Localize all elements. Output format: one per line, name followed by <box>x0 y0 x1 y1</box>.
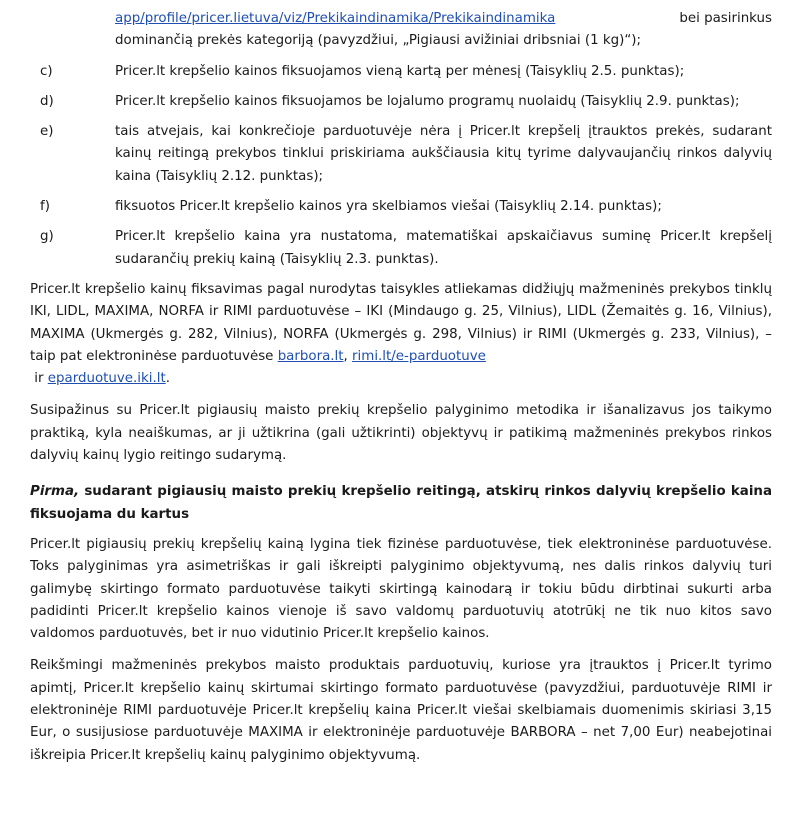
list-text: fiksuotos Pricer.lt krepšelio kainos yra skelbiamos viešai (Taisyklių 2.14. punktas); <box>115 199 662 215</box>
pricer-dynamics-link[interactable]: app/profile/pricer.lietuva/viz/Prekikaindinamika/Prekikaindinamika <box>115 11 556 26</box>
list-label: d) <box>40 93 54 109</box>
list-item-d <box>30 91 772 113</box>
list-text: tais atvejais, kai konkrečioje parduotuvėje nėra į Pricer.lt krepšelį įtrauktos prekės, sudarant kainų reitingą prekybos tinklui priskiriama aukščiausia kitų tyrime dalyvaujančių rinkos dalyvių kaina (Taisyklių 2.12. punktas); <box>115 124 772 184</box>
list-label: f) <box>40 199 50 215</box>
paragraph-fixation-text: Pricer.lt krepšelio kainų fiksavimas pagal nurodytas taisykles atliekamas didžiųjų mažmeninės prekybos tinklų IKI, LIDL, MAXIMA, NORFA ir RIMI parduotuvėse – IKI (Mindaugo g. 25, Vilnius), LIDL (Žemaitės g. 16, Vilnius), MAXIMA (Ukmergės g. 282, Vilnius), NORFA (Ukmergės g. 298, Vilnius) ir RIMI (Ukmergės g. 233, Vilnius), – taip pat elektroninėse parduotuvėse <box>30 281 772 364</box>
list-text: Pricer.lt krepšelio kainos fiksuojamos vieną kartą per mėnesį (Taisyklių 2.5. punktas); <box>115 63 685 79</box>
paragraph-price-differences: Reikšmingi mažmeninės prekybos maisto produktais parduotuvių, kuriose yra įtrauktos į Pricer.lt tyrimo apimtį, Pricer.lt krepšelio kainų skirtumai skirtingo formato parduotuvėse (pavyzdžiui, parduotuvėje RIMI ir elektroninėje RIMI parduotuvėje Pricer.lt krepšelių kaina Pricer.lt viešai skelbiamais duomenimis skiriasi 3,15 Eur, o susijusiose parduotuvėje MAXIMA ir elektroninėje parduotuvėje BARBORA – net 7,00 Eur) neabejotinai iškreipia Pricer.lt krepšelių kainų palyginimo objektyvumą. <box>30 658 772 763</box>
list-text: Pricer.lt krepšelio kaina yra nustatoma, matematiškai apskaičiavus suminę Pricer.lt krepšelį sudarančių prekių kainą (Taisyklių 2.3. punktas). <box>115 229 772 267</box>
heading-lead: Pirma, <box>30 484 80 500</box>
heading-rest: sudarant pigiausių maisto prekių krepšelio reitingą, atskirų rinkos dalyvių krepšelio kaina fiksuojama du kartus <box>30 484 772 522</box>
list-label: c) <box>40 63 53 79</box>
list-text: Pricer.lt krepšelio kainos fiksuojamos be lojalumo programų nuolaidų (Taisyklių 2.9. punktas); <box>115 93 740 109</box>
list-item-c <box>30 61 772 83</box>
separator: , <box>343 348 353 364</box>
list-item-e <box>30 121 772 188</box>
barbora-link[interactable]: barbora.lt <box>277 348 344 364</box>
paragraph-methodology: Susipažinus su Pricer.lt pigiausių maisto prekių krepšelio palyginimo metodika ir išanalizavus jos taikymo praktiką, kyla neaiškumas, ar ji užtikrina (gali užtikrinti) objektyvų ir patikimą mažmeninės prekybos rinkos dalyvių kainų lygio reitingo sudarymą. <box>30 403 772 464</box>
list-item-f <box>30 196 772 218</box>
paragraph-comparison: Pricer.lt pigiausių prekių krepšelių kainą lygina tiek fizinėse parduotuvėse, tiek elektroninėse parduotuvėse. Toks palyginimas yra asimetriškas ir gali iškreipti palyginimo objektyvumą, nes dalis rinkos dalyvių turi galimybę skirtingo formato parduotuvėse taikyti skirtingą kainodarą ir tokiu būdu dirbtinai sukurti arba padidinti Pricer.lt krepšelio kainos vienoje iš savo valdomų parduotuvių atotrūkį ne tik nuo kitos savo valdomos parduotuvės, bet ir nuo vidutinio Pricer.lt krepšelio kainos. <box>30 536 772 642</box>
section-heading <box>30 481 772 526</box>
intro-line-1 <box>115 8 772 30</box>
intro-continuation <box>115 8 772 53</box>
connector: ir <box>30 371 48 387</box>
intro-line-2: dominančią prekės kategoriją (pavyzdžiui, „Pigiausi avižiniai dribsniai (1 kg)“); <box>115 33 642 49</box>
list-label: g) <box>40 229 54 245</box>
iki-link[interactable]: eparduotuve.iki.lt <box>47 371 166 387</box>
intro-after-link: bei pasirinkus <box>675 11 772 26</box>
list-label: e) <box>40 124 54 140</box>
paragraph-fixation <box>30 279 772 390</box>
rimi-link[interactable]: rimi.lt/e-parduotuve <box>352 348 486 364</box>
period: . <box>165 371 170 387</box>
list-item-g <box>30 226 772 271</box>
